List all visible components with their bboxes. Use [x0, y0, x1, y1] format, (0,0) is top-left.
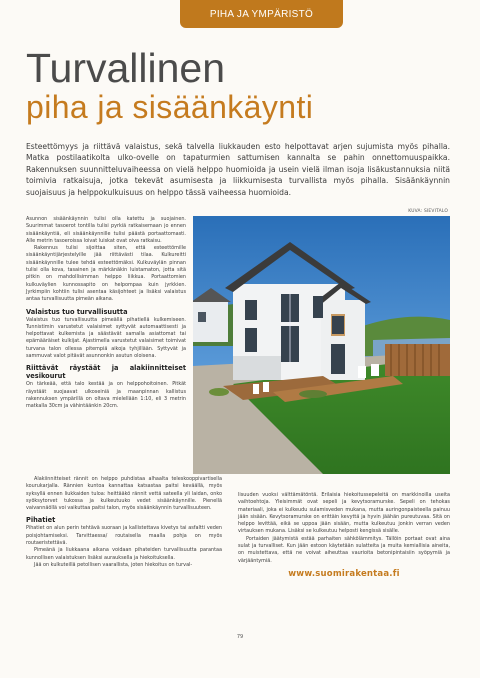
- paragraph: Pihatiet on alun perin tehtävä suoraan ja kallistettava kivetys tai asfaltti veden poisjohtamiseksi. Tarvittaessa/ routaisella maalla pohja on myös routaeristettävä.: [26, 525, 222, 547]
- house-photo: [193, 216, 450, 474]
- paragraph: lisuuden vuoksi välttämätöntä. Erilaisia hiekoitussepeleitä on markkinoilla useita vaihtoehtoja. Yleisimmät ovat sepeli ja kevytsoramurske. Sepeli on tehokas materiaali, joka ei kulkeudu sulamisveden mukana, mutta auringonpaisteella painuu jään sisään. Kevytsoramurske on erittäin kevyttä ja hyvin jäähän pureutuvaa. Sitä on helppo levittää, eikä se uppoa jään sisään, mutta kulkeutuu jonkin verran veden virtauksen mukana. Lisäksi se kulkeutuu helposti kengissä sisälle.: [238, 492, 450, 535]
- subheading: Pihatiet: [26, 516, 56, 525]
- paragraph: Rakennus tulisi sijoittaa siten, että esteettömille sisäänkäyntijärjestelyille jää riittävästi tilaa. Kulkureitti sisäänkäynnille tulee tehdä esteettömäksi. Kulkuväylän pinnan tulisi olla kova, tasainen ja märkänäkin luistamaton, jotta sitä pitkin on mahdollisimman helppo liikkua. Portaattomien kulkuväylien kunnossapito on helpompaa kuin jyrkkien. Jyrkimpiin kohtiin tulisi asentaa käsijohteet ja lisäksi valaistus antaa turvallisuutta pimeän aikana.: [26, 245, 186, 303]
- lead-paragraph: Esteettömyys ja riittävä valaistus, sekä talvella liukkauden esto helpottavat arjen sujumista myös pihalla. Matka postilaatikolta ulko-ovelle on tapaturmien sattumisen kannalta se pahin onnettomuuspaikka. Rakennuksen suunnitteluvaiheessa on vielä helppo huomioida ja usein vielä ilman isoja lisäkustannuksia niitä toimivia ratkaisuja, jotka tekevät asumisesta ja liikkumisesta turvallista myös pihalla. Sisäänkäynnin suojaisuus ja helppokulkuisuus on helppo tässä vaiheessa huomioida.: [26, 142, 450, 197]
- paragraph: Pimeänä ja liukkaana aikana voidaan pihateiden turvallisuutta parantaa kunnollisen valaistuksen lisäksi aurauksella ja hiekoituksella.: [26, 547, 222, 561]
- website-link[interactable]: www.suomirakentaa.fi: [288, 568, 400, 579]
- photo-credit: KUVA: SIEVITALO: [408, 209, 448, 214]
- paragraph: Portaiden jäätymistä estää parhaiten sähkölämmitys. Tällöin portaat ovat aina sulat ja turvalliset. Kun jään estoon käytetään sulatteita ja muita kemiallisia aineita, on muistettava, että ne voivat aiheuttaa vaurioita betonipintaisiin syöpymiä ja värjääntymiä.: [238, 535, 450, 564]
- right-column-bottom: [238, 492, 450, 578]
- page-number: 79: [236, 634, 244, 640]
- paragraph: Asunnon sisäänkäynnin tulisi olla katettu ja suojainen. Suurimmat tasoerot tontilla tulisi pyrkiä ratkaisemaan jo ennen sisäänkäyntiä, eli sisäänkäynnille tulisi päästä portaattomasti. Alle metrin tasoeroissa loivat luiskat ovat oiva ratkaisu.: [26, 216, 186, 244]
- section-tab: PIHA JA YMPÄRISTÖ: [180, 0, 343, 28]
- left-column-top: [26, 216, 186, 411]
- left-column-bottom: [26, 476, 222, 569]
- paragraph: Valaistus tuo turvallisuutta pimeällä pihatiellä kulkemiseen. Tunnistimin varustetut valaisimet syttyvät automaattisesti ja helpottavat kulkemista ja säästävät samalla asiattomat tai epämääräiset kulkijat. Ajastimella varustetut valaisimet toimivat turvana talon ollessa pitempiä aikoja tyhjillään. Syttyvät ja sammuvat valot pitävät asunnonkin asutun oloisena.: [26, 316, 186, 360]
- paragraph: Alakiinnitteiset rännit on helppo puhdistaa alhaalta teleskooppivartisella kourukarjalla. Rännien kuntoa kannattaa katsastaa paitsi keväällä, myös syksyllä ennen liukkaiden tuloa: heittääkö rännit vettä sateella yli laidan, onko syöksytorvet tukossa ja kulkeutuuko vedet sisäänkäynnille. Pienellä vaivannäöllä voi vaikuttaa paitsi talon, myös sisäänkäynnin turvallisuuteen.: [26, 476, 222, 512]
- article-title: Turvallinen: [26, 45, 226, 91]
- paragraph: On tärkeää, että talo kestää ja on helppohoitoinen. Pitkät räystäät suojaavat ulkoseiniä ja maanpinnan kallistus rakennuksen ympärillä on oltava mielellään 1:10, eli 3 metrin matkalla 30cm ja vähintäänkin 20cm.: [26, 381, 186, 410]
- subheading: Riittävät räystäät ja alakiinnitteiset vesikourut: [26, 364, 186, 381]
- paragraph: Jää on kulkuteillä petollisen vaarallista, joten hiekoitus on turval-: [34, 561, 193, 568]
- subheading: Valaistus tuo turvallisuutta: [26, 307, 128, 316]
- article-subtitle: piha ja sisäänkäynti: [26, 89, 314, 125]
